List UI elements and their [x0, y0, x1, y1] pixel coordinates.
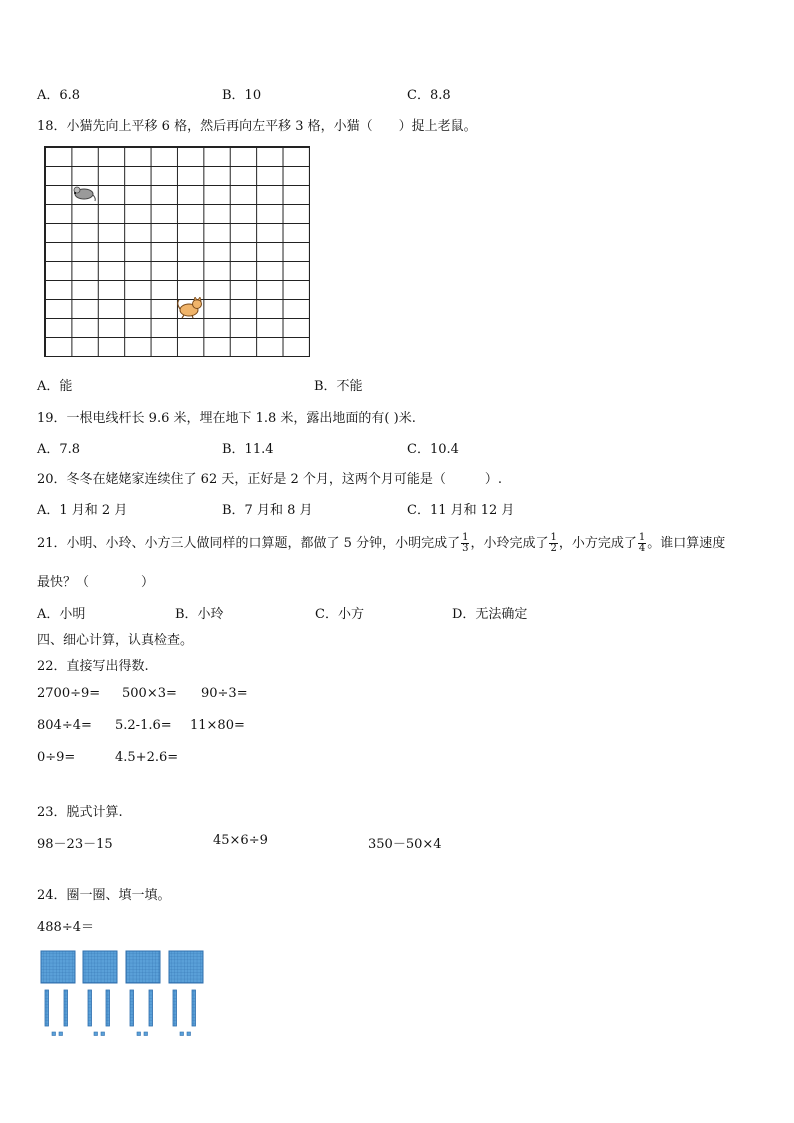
- q17-option-c[interactable]: C．8.8: [407, 88, 451, 103]
- q22-item: 804÷4=: [37, 718, 92, 733]
- q22-item: 90÷3=: [201, 686, 248, 701]
- q21-text-4: 。谁口算速度: [647, 536, 726, 551]
- hundred-flat: [83, 951, 117, 983]
- ten-rod: [45, 990, 49, 1026]
- fraction-one-quarter: $\frac{1}{4}$: [638, 532, 646, 554]
- hundred-flat: [41, 951, 75, 983]
- ones-cubes: [52, 1032, 191, 1036]
- q21-text-3: ，小方完成了: [558, 536, 637, 551]
- q19-question: 19．一根电线杆长 9.6 米，埋在地下 1.8 米，露出地面的有( )米.: [37, 411, 416, 426]
- q22-title: 22．直接写出得数.: [37, 659, 149, 674]
- one-cube: [180, 1032, 184, 1036]
- q21-text-2: ，小玲完成了: [470, 536, 549, 551]
- q18-option-b[interactable]: B．不能: [314, 379, 363, 394]
- q17-option-a[interactable]: A．6.8: [37, 88, 81, 103]
- mouse-icon: [71, 184, 97, 202]
- q18-grid: [44, 146, 310, 357]
- q21-option-c[interactable]: C．小方: [315, 607, 364, 622]
- q17-option-b[interactable]: B．10: [222, 88, 262, 103]
- q22-item: 500×3=: [122, 686, 177, 701]
- q18-option-a[interactable]: A．能: [37, 379, 73, 394]
- one-cube: [137, 1032, 141, 1036]
- q21-option-b[interactable]: B．小玲: [175, 607, 224, 622]
- q24-title: 24．圈一圈、填一填。: [37, 888, 171, 903]
- q19-option-c[interactable]: C．10.4: [407, 442, 459, 457]
- one-cube: [144, 1032, 148, 1036]
- ten-rod: [130, 990, 134, 1026]
- ten-rod: [88, 990, 92, 1026]
- ten-rod: [64, 990, 68, 1026]
- hundred-flat: [169, 951, 203, 983]
- section-four-heading: 四、细心计算，认真检查。: [37, 633, 194, 648]
- q22-item: 5.2-1.6=: [115, 718, 172, 733]
- one-cube: [187, 1032, 191, 1036]
- q19-option-a[interactable]: A．7.8: [37, 442, 81, 457]
- hundreds-flats: [41, 951, 203, 983]
- one-cube: [101, 1032, 105, 1036]
- ten-rod: [106, 990, 110, 1026]
- q22-item: 4.5+2.6=: [115, 750, 179, 765]
- fraction-one-half: $\frac{1}{2}$: [550, 532, 557, 554]
- q19-option-b[interactable]: B．11.4: [222, 442, 274, 457]
- q20-option-c[interactable]: C．11 月和 12 月: [407, 503, 515, 518]
- q24-expression: 488÷4＝: [37, 920, 94, 935]
- one-cube: [52, 1032, 56, 1036]
- cat-icon: [176, 297, 204, 319]
- q22-item: 2700÷9=: [37, 686, 101, 701]
- q22-item: 0÷9=: [37, 750, 76, 765]
- q21-option-a[interactable]: A．小明: [37, 607, 86, 622]
- q23-item: 350－50×4: [368, 837, 442, 852]
- one-cube: [59, 1032, 63, 1036]
- q22-item: 11×80=: [190, 718, 245, 733]
- q21-question-line1: [37, 532, 725, 554]
- hundred-flat: [126, 951, 160, 983]
- q18-question: 18．小猫先向上平移 6 格，然后再向左平移 3 格，小猫（ ）捉上老鼠。: [37, 119, 477, 134]
- tens-rods: [45, 990, 196, 1026]
- q20-option-a[interactable]: A．1 月和 2 月: [37, 503, 128, 518]
- fraction-one-third: $\frac{1}{3}$: [462, 532, 469, 554]
- ten-rod: [173, 990, 177, 1026]
- one-cube: [94, 1032, 98, 1036]
- q20-option-b[interactable]: B．7 月和 8 月: [222, 503, 313, 518]
- q21-option-d[interactable]: D．无法确定: [452, 607, 528, 622]
- q23-title: 23．脱式计算.: [37, 805, 123, 820]
- q21-question-line2: 最快？（ ）: [37, 575, 155, 590]
- ten-rod: [149, 990, 153, 1026]
- q20-question: 20．冬冬在姥姥家连续住了 62 天，正好是 2 个月，这两个月可能是（ ）.: [37, 472, 503, 487]
- base-ten-blocks: [40, 950, 220, 1040]
- q21-text-1: 21．小明、小玲、小方三人做同样的口算题，都做了 5 分钟，小明完成了: [37, 536, 461, 551]
- ten-rod: [192, 990, 196, 1026]
- q23-item: 45×6÷9: [213, 833, 268, 848]
- q23-item: 98－23－15: [37, 837, 113, 852]
